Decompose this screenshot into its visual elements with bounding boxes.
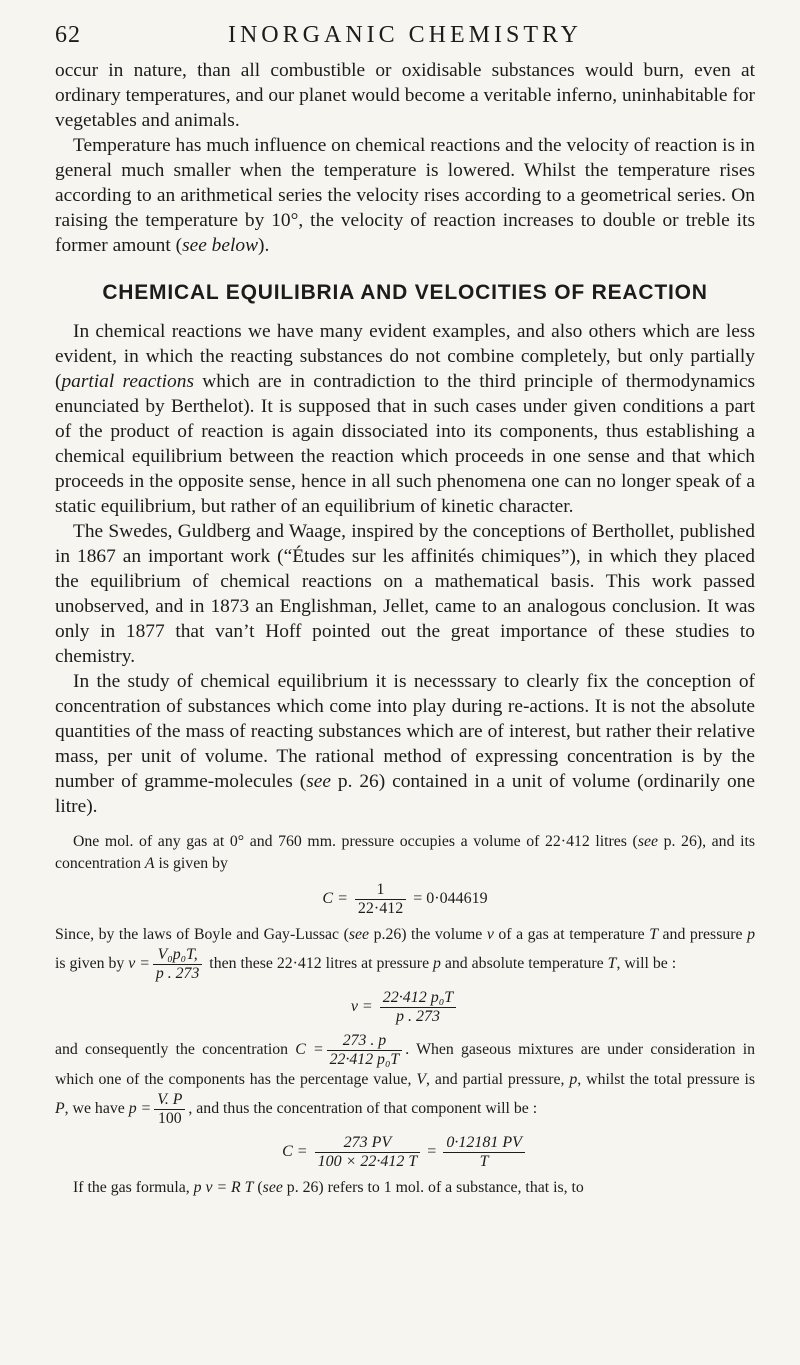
paragraph-guldberg-waage: The Swedes, Guldberg and Waage, inspired by the conceptions of Berthollet, published in 1867 an important work (“Études sur les affinités chimiques”), in which they placed the equilibrium of chemical reactions on a mathematical basis. This work passed unobserved, and in 1873 an Englishman, Jellet, came to an analogous conclusion. It was only in 1877 that van’t Hoff pointed out the great importance of these studies to chemistry. [55,521,755,667]
variable: A [144,855,155,872]
small-paragraph-mol [55,831,755,875]
equation-lhs: p = [128,1100,152,1118]
denominator: 100 [157,1110,182,1127]
paragraph-text: Temperature has much influence on chemical reactions and the velocity of reaction is in general much smaller when the temperature is lowered. Whilst the temperature rises according to an arithmetical series the velocity rises according to a geometrical series. On raising the temperature by 10°, the velocity of reaction increases to double or treble its former amount ( [55,135,755,256]
equation-lhs: v = [350,998,373,1016]
denominator: 22·412 p₀T [329,1051,400,1068]
paragraph-text: . When gaseous mixtures are under consideration in which one of the components has the percentage value, [55,1041,755,1088]
paragraph-text: One mol. of any gas at 0° and 760 mm. pressure occupies a volume of 22·412 litres ( [73,833,638,850]
denominator: T [479,1153,489,1170]
paragraph-partial-reactions [55,319,755,519]
numerator: 273 PV [315,1134,421,1153]
denominator: 22·412 [357,900,404,917]
equation-lhs: C = [322,890,348,908]
paragraph-text: and consequently the concentration [55,1041,296,1059]
paragraph-text: and pressure [657,926,748,943]
equation-lhs: C = [282,1143,308,1161]
paragraph-text: Since, by the laws of Boyle and Gay-Lussac ( [55,926,349,943]
paragraph-text: p. 26) contained in a unit of volume (ordinarily one litre). [55,771,755,817]
variable: p [569,1071,578,1088]
formula: p v = R T [193,1179,254,1196]
emphasis-text: partial reactions [61,371,194,392]
fraction [154,1091,185,1128]
paragraph-text: , will be : [616,955,677,973]
paragraph-concentration [55,669,755,819]
variable: p [747,926,755,943]
paragraph-text: p.26) the volume [369,926,487,943]
small-paragraph-gas-formula [55,1177,755,1199]
equation-rhs: = 0·044619 [413,890,488,908]
equation-component-concentration [55,1134,755,1171]
section-heading: CHEMICAL EQUILIBRIA AND VELOCITIES OF REACTION [102,281,708,304]
small-paragraph-gaseous-mixtures [55,1032,755,1128]
paragraph-text: ( [253,1179,263,1196]
cross-reference: see [306,771,331,792]
fraction [355,881,406,918]
numerator: 0·12181 PV [443,1134,525,1153]
denominator: p . 273 [155,965,200,982]
fraction [327,1032,403,1069]
paragraph-text: , and partial pressure, [426,1071,570,1088]
paragraph-text: , we have [64,1100,129,1118]
fraction [380,989,456,1026]
cross-reference: see below [182,235,259,256]
numerator: 273 . p [327,1032,403,1051]
numerator: V. P [154,1091,185,1110]
variable: v [486,926,494,943]
page-number: 62 [55,22,81,48]
paragraph-text: ). [258,235,270,256]
equation-volume [55,989,755,1026]
paragraph-text: , and thus the concentration of that component will be : [188,1100,538,1118]
cross-reference: see [637,833,658,850]
variable: T [607,955,617,973]
equals-sign: = [427,1143,437,1161]
paragraph-continuation: occur in nature, than all combustible or oxidisable substances would burn, even at ordinary temperatures, and our planet would become a veritable inferno, uninhabitable for vegetables and animals. [55,60,755,131]
variable: P [55,1100,65,1118]
paragraph-text: If the gas formula, [73,1179,194,1196]
cross-reference: see [348,926,370,943]
numerator: V₀p₀T, [153,946,202,965]
fraction [153,946,202,983]
running-head [55,22,755,58]
variable: p [433,955,441,973]
fraction [443,1134,525,1171]
paragraph-text: In chemical reactions we have many evident examples, and also others which are less evident, in which the reacting substances do not combine completely, but only partially ( [55,321,755,392]
denominator: 100 × 22·412 T [317,1153,418,1170]
paragraph-text: which are in contradiction to the third principle of thermodynamics enunciated by Berthelot). It is supposed that in such cases under given conditions a part of the product of reaction is again dissociated into its components, thus establishing a chemical equilibrium between the reaction which proceeds in one sense and that which proceeds in the opposite sense, hence in all such phenomena one can no longer speak of a static equilibrium, but rather of an equilibrium of kinetic character. [55,371,755,517]
paragraph-text: is given by [55,955,129,973]
paragraph-text: p. 26), and its concentration [55,833,756,872]
paragraph-text: , whilst the total pressure is [577,1071,755,1088]
paragraph-text: then these 22·412 litres at pressure [205,955,434,973]
paragraph-text: In the study of chemical equilibrium it is necesssary to clearly fix the conception of concentration of substances which come into play during re-actions. It is not the absolute quantities of the mass of reacting substances which are of interest, but rather their relative mass, per unit of volume. The rational method of expressing concentration is by the number of gramme-molecules ( [55,671,755,792]
numerator: 22·412 p₀T [380,989,456,1008]
denominator: p . 273 [395,1008,440,1025]
paragraph-text: and absolute temperature [440,955,608,973]
small-paragraph-boyle [55,924,755,983]
paragraph-text: p. 26) refers to 1 mol. of a substance, that is, to [282,1179,584,1196]
equation-concentration [55,881,755,918]
paragraph-temperature [55,133,755,258]
paragraph-text: is given by [154,855,228,872]
fraction [315,1134,421,1171]
variable: V [416,1071,427,1088]
running-title: INORGANIC CHEMISTRY [227,22,582,48]
paragraph-text: of a gas at temperature [493,926,650,943]
cross-reference: see [262,1179,283,1196]
numerator: 1 [355,881,406,900]
equation-lhs: C = [295,1041,324,1059]
variable: T [649,926,658,943]
equation-lhs: v = [128,955,150,973]
book-page [55,22,755,1199]
